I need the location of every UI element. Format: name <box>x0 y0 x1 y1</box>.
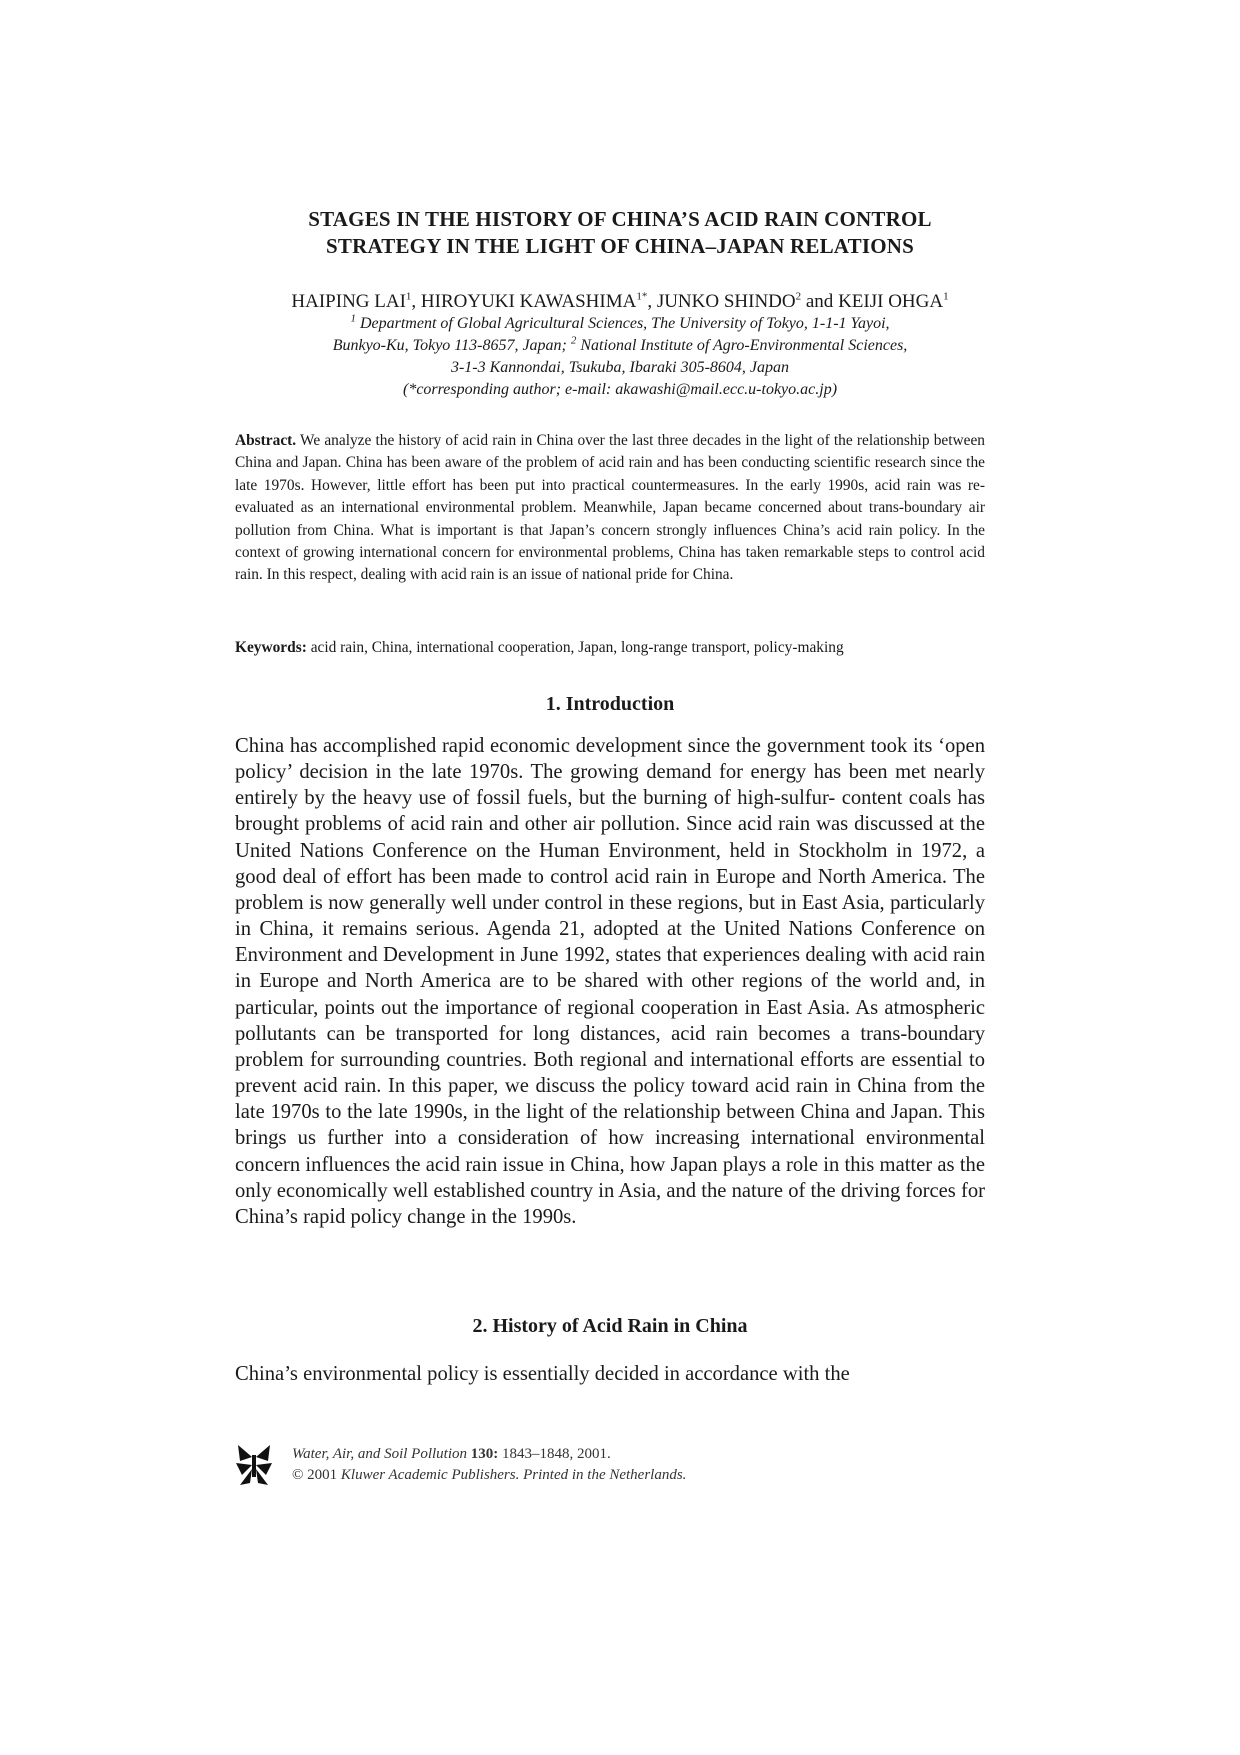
title-line-1: STAGES IN THE HISTORY OF CHINA’S ACID RAIN CONTROL <box>308 207 932 231</box>
journal-pages-year: 1843–1848, 2001. <box>502 1446 611 1462</box>
author-name: HIROYUKI KAWASHIMA <box>420 291 637 312</box>
keywords <box>235 637 1005 659</box>
affiliation-line-2: Bunkyo-Ku, Tokyo 113-8657, Japan; $^2$ National Institute of Agro-Environmental Sciences, <box>332 334 908 354</box>
abstract-label: Abstract. <box>235 432 297 449</box>
affiliation-line-1: $^1$ Department of Global Agricultural Sciences, The University of Tokyo, 1-1-1 Yayoi, <box>350 312 890 332</box>
keywords-text: acid rain, China, international cooperation, Japan, long-range transport, policy-making <box>310 639 844 656</box>
journal-name: Water, Air, and Soil Pollution <box>292 1446 468 1462</box>
author-affiliation-mark: 1 <box>405 290 412 303</box>
author-conjunction: and <box>805 291 834 312</box>
copyright-line <box>292 1465 992 1486</box>
citation-line <box>292 1444 992 1465</box>
author-affiliation-mark: 1* <box>636 290 648 303</box>
keywords-label: Keywords: <box>235 639 307 656</box>
affiliation-mark: 1 <box>350 312 356 325</box>
corresponding-author: (*corresponding author; e-mail: akawashi@mail.ecc.u-tokyo.ac.jp) <box>402 381 838 398</box>
affiliations <box>240 313 1000 401</box>
history-paragraph: China’s environmental policy is essentially decided in accordance with the <box>235 1363 850 1385</box>
abstract-text: We analyze the history of acid rain in China over the last three decades in the light of the relationship between China and Japan. China has been aware of the problem of acid rain and has been conducting scientific research since the late 1970s. However, little effort has been put into practical countermeasures. In the early 1990s, acid rain was re-evaluated as an international environmental problem. Meanwhile, Japan became concerned about trans-boundary air pollution from China. What is important is that Japan’s concern strongly influences China’s acid rain policy. In the context of growing international concern for environmental problems, China has taken remarkable steps to control acid rain. In this respect, dealing with acid rain is an issue of national pride for China. <box>235 432 985 584</box>
title-line-2: STRATEGY IN THE LIGHT OF CHINA–JAPAN RELATIONS <box>326 234 914 258</box>
paper-title <box>240 206 1000 260</box>
author-name: HAIPING LAI <box>291 291 406 312</box>
affiliation-line-3: 3-1-3 Kannondai, Tsukuba, Ibaraki 305-8604, Japan <box>450 359 790 376</box>
author-list: HAIPING LAI$^1$, HIROYUKI $KAWASHIMA^{1*}$, JUNKO SHINDO$^2$ and KEIJI OHGA$^1$ <box>291 290 949 312</box>
publisher-logo-icon <box>236 1445 272 1485</box>
abstract <box>235 430 985 587</box>
author-name: JUNKO SHINDO <box>656 291 796 312</box>
journal-volume: 130: <box>470 1446 499 1462</box>
author-affiliation-mark: 1 <box>943 290 949 303</box>
copyright: © 2001 <box>292 1467 338 1483</box>
introduction-paragraph: China has accomplished rapid economic development since the government took its ‘open policy’ decision in the late 1970s. The growing demand for energy has been met nearly entirely by the heavy use of fossil fuels, but the burning of high-sulfur- content coals has brought problems of acid rain and other air pollution. Since acid rain was discussed at the United Nations Conference on the Human Environment, held in Stockholm in 1972, a good deal of effort has been made to control acid rain in Europe and North America. The problem is now generally well under control in these regions, but in East Asia, particularly in China, it remains serious. Agenda 21, adopted at the United Nations Conference on Environment and Development in June 1992, states that experiences dealing with acid rain in Europe and North America are to be shared with other regions of the world and, in particular, points out the importance of regional cooperation in East Asia. As atmospheric pollutants can be transported for long distances, acid rain becomes a trans-boundary problem for surrounding countries. Both regional and international efforts are essential to prevent acid rain. In this paper, we discuss the policy toward acid rain in China from the late 1970s to the late 1990s, in the light of the relationship between China and Japan. This brings us further into a consideration of how increasing international environmental concern influences the acid rain issue in China, how Japan plays a role in this matter as the only economically well established country in Asia, and the nature of the driving forces for China’s rapid policy change in the 1990s. <box>235 735 985 1228</box>
author-affiliation-mark: 2 <box>795 290 802 303</box>
author-name: KEIJI OHGA <box>838 291 944 312</box>
section-heading-history: 2. History of Acid Rain in China <box>472 1315 748 1337</box>
journal-footer <box>292 1444 992 1486</box>
section-heading-introduction: 1. Introduction <box>545 693 675 715</box>
affiliation-mark: 2 <box>570 334 577 347</box>
publisher: Kluwer Academic Publishers. Printed in the Netherlands. <box>340 1467 687 1483</box>
